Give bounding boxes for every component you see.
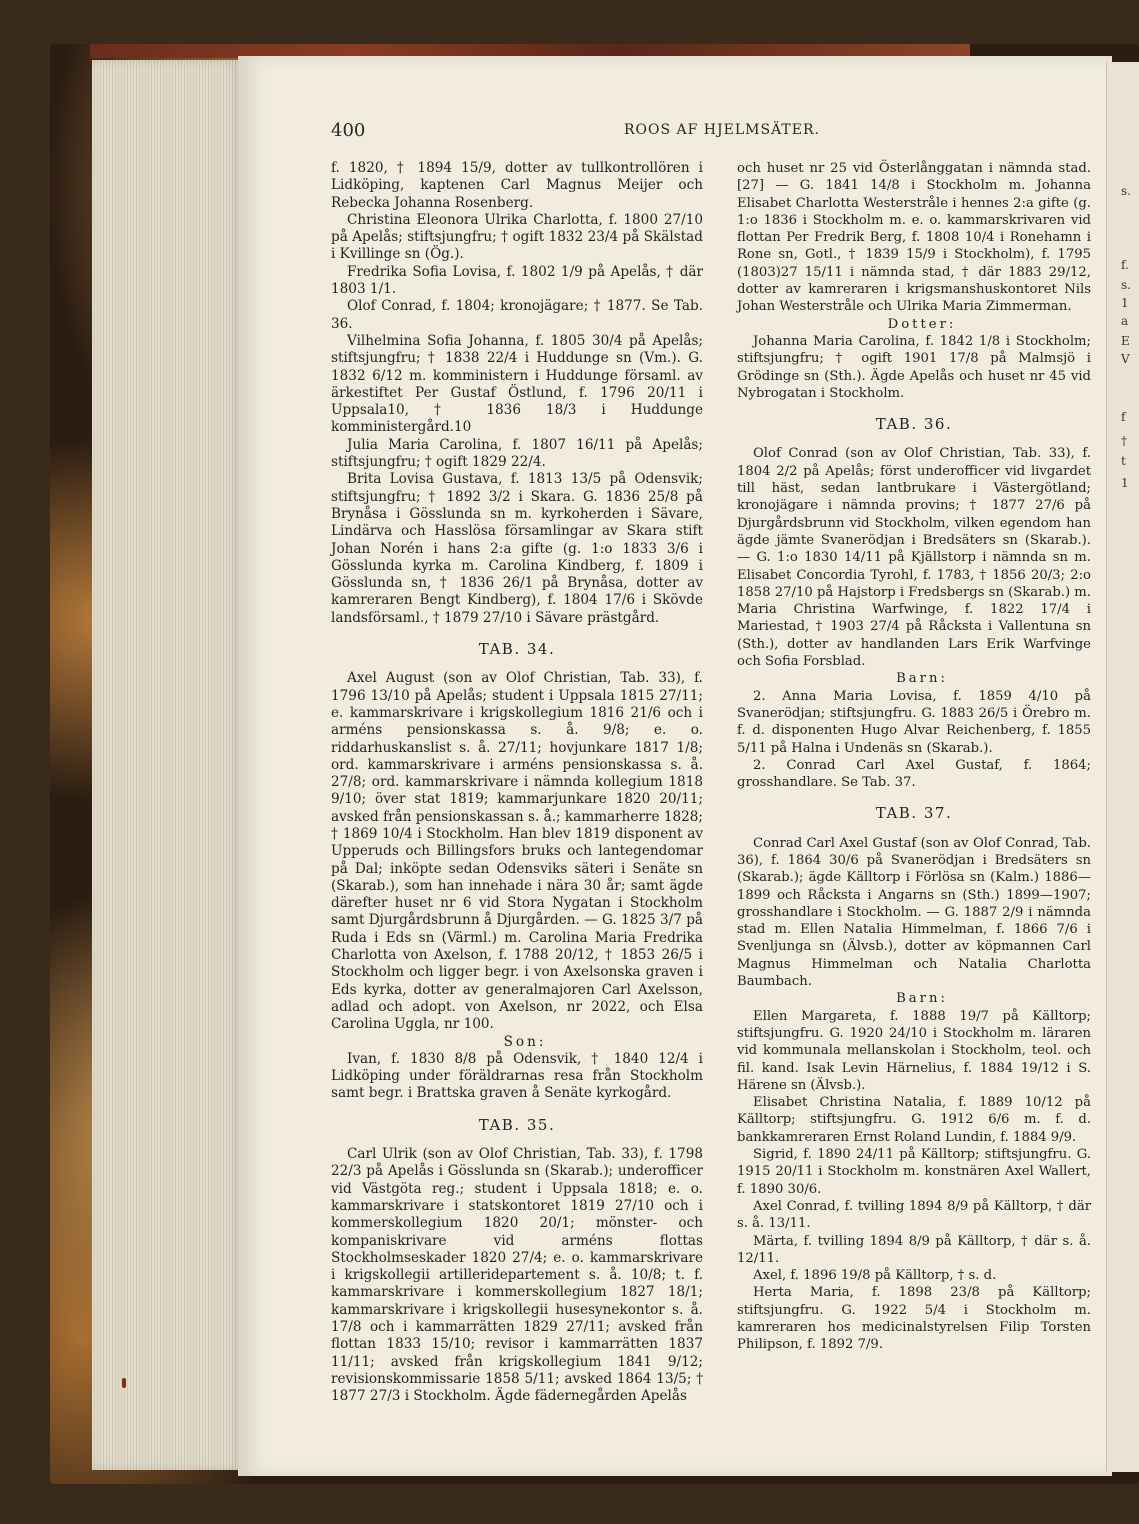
next-page-fragment: E [1121,334,1130,348]
next-page-fragment: 1 [1121,296,1129,310]
entry-paragraph: Elisabet Christina Natalia, f. 1889 10/12 på Källtorp; stiftsjungfru. G. 1912 6/6 m. f. d. bankkamreraren Ernst Roland Lundin, f. 1884 9/9. [737,1095,1091,1145]
page-number: 400 [331,120,366,141]
section-subheading: Dotter: [887,316,957,332]
page-edges [92,60,242,1470]
entry-paragraph: Axel Conrad, f. tvilling 1894 8/9 på Källtorp, † där s. å. 13/11. [737,1198,1091,1232]
tab-heading: TAB. 36. [875,415,953,434]
entry-paragraph: Christina Eleonora Ulrika Charlotta, f. 1800 27/10 på Apelås; stiftsjungfru; † ogift 1832 23/4 på Skälstad i Kvillinge sn (Ög.). [331,211,703,263]
entry-paragraph: 2. Conrad Carl Axel Gustaf, f. 1864; grosshandlare. Se Tab. 37. [737,757,1091,791]
tab-heading: TAB. 35. [478,1115,556,1134]
next-page-fragment: s. [1121,184,1131,198]
entry-paragraph: Johanna Maria Carolina, f. 1842 1/8 i Stockholm; stiftsjungfru; † ogift 1901 17/8 på Malmsjö i Grödinge sn (Sth.). Ägde Apelås och huset nr 45 vid Nybrogatan i Stockholm. [737,333,1091,401]
entry-paragraph: Märta, f. tvilling 1894 8/9 på Källtorp, † där s. å. 12/11. [737,1233,1091,1266]
entry-paragraph: f. 1820, † 1894 15/9, dotter av tullkontrollören i Lidköping, kaptenen Carl Magnus Meijer och Rebecka Johanna Rosenberg. [331,160,703,211]
entry-paragraph: Axel, f. 1896 19/8 på Källtorp, † s. d. [753,1268,997,1284]
entry-paragraph: Brita Lovisa Gustava, f. 1813 13/5 på Odensvik; stiftsjungfru; † 1892 3/2 i Skara. G. 1836 25/8 på Brynåsa i Gösslunda sn m. kyrkoherden i Sävare, Lindärva och Hasslösa församlingar av Skara stift Johan Norén i hans 2:a gifte (g. 1:o 1833 3/6 i Gösslunda kyrka m. Carolina Kindberg, f. 1809 i Gösslunda sn, † 1836 26/1 på Brynåsa, dotter av kamreraren Bengt Kindberg), f. 1804 17/6 i Skövde landsförsaml., † 1879 27/10 i Sävare prästgård. [331,471,703,626]
next-page-edge [1106,62,1139,1472]
entry-paragraph: Carl Ulrik (son av Olof Christian, Tab. 33), f. 1798 22/3 på Apelås i Gösslunda sn (Skarab.); underofficer vid Västgöta reg.; student i Uppsala 1818; e. o. kammarskrivare i statskontoret 1819 27/10 och i kommerskollegium 1820 20/1; mönster- och kompaniskrivare vid arméns flottas Stockholmseskader 1820 27/4; e. o. kammarskrivare i krigskollegii artilleridepartement s. å. 10/8; t. f. kammarskrivare i kommerskollegium 1827 18/1; kammarskrivare i krigskollegii husesynekontor s. å. 17/8 och i kammarrätten 1829 27/11; avsked från flottan 1833 15/10; revisor i kammarrätten 1837 11/11; avsked från krigskollegium 1841 9/12; revisionskommissarie 1858 5/11; avsked 1864 13/5; † 1877 27/3 i Stockholm. Ägde fädernegården Apelås [331,1146,703,1405]
next-page-fragment: f. [1121,258,1129,272]
entry-paragraph: Olof Conrad (son av Olof Christian, Tab. 33), f. 1804 2/2 på Apelås; först underofficer vid livgardet till häst, sedan lantbrukare i Västergötland; kronojägare i nämnda provins; † 1877 27/6 på Djurgårdsbrunn vid Stockholm, vilken egendom han ägde jämte Svanerödjan i Bredsäters sn (Skarab.). — G. 1:o 1830 14/11 på Kjällstorp i nämnda sn m. Elisabet Concordia Tyrohl, f. 1783, † 1856 20/3; 2:o 1858 27/10 på Hajstorp i Fredsbergs sn (Skarab.) m. Maria Christina Warfwinge, f. 1822 17/4 i Mariestad, † 1903 27/4 på Råcksta i Vallentuna sn (Sth.), dotter av handlanden Lars Erik Warfvinge och Sofia Forsblad. [737,446,1091,670]
entry-paragraph: Conrad Carl Axel Gustaf (son av Olof Conrad, Tab. 36), f. 1864 30/6 på Svanerödjan i Bredsäters sn (Skarab.); ägde Källtorp i Förlösa sn (Kalm.) 1886—1899 och Råcksta i Angarns sn (Sth.) 1899—1907; grosshandlare i Stockholm. — G. 1887 2/9 i nämnda stad m. Ellen Natalia Himmelman, f. 1866 7/6 i Svenljunga sn (Älvsb.), dotter av köpmannen Carl Magnus Himmelman och Natalia Charlotta Baumbach. [737,835,1091,990]
next-page-fragment: a [1121,314,1129,328]
entry-paragraph: Olof Conrad, f. 1804; kronojägare; † 1877. Se Tab. 36. [331,298,703,332]
section-subheading: Son: [503,1033,547,1050]
next-page-fragment: f [1121,410,1126,424]
entry-paragraph: och huset nr 25 vid Österlånggatan i nämnda stad.[27] — G. 1841 14/8 i Stockholm m. Johanna Elisabet Charlotta Westerstråle i hennes 2:a gifte (g. 1:o 1836 i Stockholm m. e. o. kammarskrivaren vid flottan Per Fredrik Berg, f. 1808 10/4 i Ronehamn i Rone sn, Gotl., † 1839 15/9 i Stockholm), f. 1795 (1803)27 15/11 i nämnda stad, † där 1883 29/12, dotter av kamreraren i krigsmanshuskontoret Nils Johan Westerstråle och Ulrika Maria Zimmerman. [737,161,1091,315]
next-page-fragment: t [1121,454,1126,468]
next-page-fragment: s. [1121,278,1131,292]
running-title: ROOS AF HJELMSÄTER. [624,122,820,138]
tab-heading: TAB. 34. [478,640,556,659]
next-page-fragment: † [1121,434,1127,448]
entry-paragraph: Ivan, f. 1830 8/8 på Odensvik, † 1840 12/4 i Lidköping under föräldrarnas resa från Stockholm samt begr. i Brattska graven å Senäte kyrkogård. [331,1050,703,1102]
entry-paragraph: Sigrid, f. 1890 24/11 på Källtorp; stiftsjungfru. G. 1915 20/11 i Stockholm m. konstnären Axel Wallert, f. 1890 30/6. [737,1147,1091,1197]
tab-heading: TAB. 37. [875,804,953,823]
section-subheading: Barn: [896,671,948,687]
entry-paragraph: Julia Maria Carolina, f. 1807 16/11 på Apelås; stiftsjungfru; † ogift 1829 22/4. [331,436,703,471]
entry-paragraph: Ellen Margareta, f. 1888 19/7 på Källtorp; stiftsjungfru. G. 1920 24/10 i Stockholm m. läraren vid kommunala mellanskolan i Stockholm, teol. och fil. kand. Isak Levin Härnelius, f. 1884 19/12 i S. Härene sn (Älvsb.). [737,1008,1091,1093]
section-subheading: Barn: [896,991,948,1007]
entry-paragraph: Vilhelmina Sofia Johanna, f. 1805 30/4 på Apelås; stiftsjungfru; † 1838 22/4 i Huddunge sn (Vm.). G. 1832 6/12 m. komministern i Huddunge församl. av ärkestiftet Per Gustaf Östlund, f. 1796 20/11 i Uppsala10, † 1836 18/3 i Huddunge komministergård.10 [331,332,703,436]
entry-paragraph: 2. Anna Maria Lovisa, f. 1859 4/10 på Svanerödjan; stiftsjungfru. G. 1883 26/5 i Örebro m. f. d. disponenten Hugo Alvar Reichenberg, f. 1855 5/11 på Halna i Undenäs sn (Skarab.). [737,688,1091,756]
entry-paragraph: Axel August (son av Olof Christian, Tab. 33), f. 1796 13/10 på Apelås; student i Uppsala 1815 27/11; e. kammarskrivare i krigskollegium 1816 21/6 och i arméns pensionskassa s. å. 9/8; e. o. riddarhuskanslist s. å. 27/11; hovjunkare 1817 1/8; ord. kammarskrivare i arméns pensionskassa s. å. 27/8; ord. kammarskrivare i nämnda kollegium 1818 9/10; över stat 1819; kammarjunkare 1820 20/11; avsked från pensionskassan s. å.; kammarherre 1828; † 1869 10/4 i Stockholm. Han blev 1819 disponent av Upperuds och Billingsfors bruks och lantegendomar på Dal; inköpte sedan Odensviks säteri i Senäte sn (Skarab.), som han innehade i nära 30 år; samt ägde därefter huset nr 6 vid Stora Nygatan i Stockholm samt Djurgårdsbrunn å Djurgården. — G. 1825 3/7 på Ruda i Eds sn (Värml.) m. Carolina Maria Fredrika Charlotta von Axelson, f. 1788 20/12, † 1853 26/5 i Stockholm och ligger begr. i von Axelsonska graven i Eds kyrka, dotter av generalmajoren Carl Axelsson, adlad och adopt. von Axelson, nr 2022, och Elsa Carolina Uggla, nr 100. [331,670,703,1033]
next-page-fragment: 1 [1121,476,1129,490]
page-marker [122,1378,126,1388]
right-column [737,160,1091,1354]
next-page-fragment: V [1121,352,1130,366]
entry-paragraph: Herta Maria, f. 1898 23/8 på Källtorp; stiftsjungfru. G. 1922 5/4 i Stockholm m. kamreraren hos medicinalstyrelsen Filip Torsten Philipson, f. 1892 7/9. [737,1285,1091,1353]
entry-paragraph: Fredrika Sofia Lovisa, f. 1802 1/9 på Apelås, † där 1803 1/1. [331,263,703,298]
left-column [331,160,703,1405]
page-header [331,120,1099,142]
